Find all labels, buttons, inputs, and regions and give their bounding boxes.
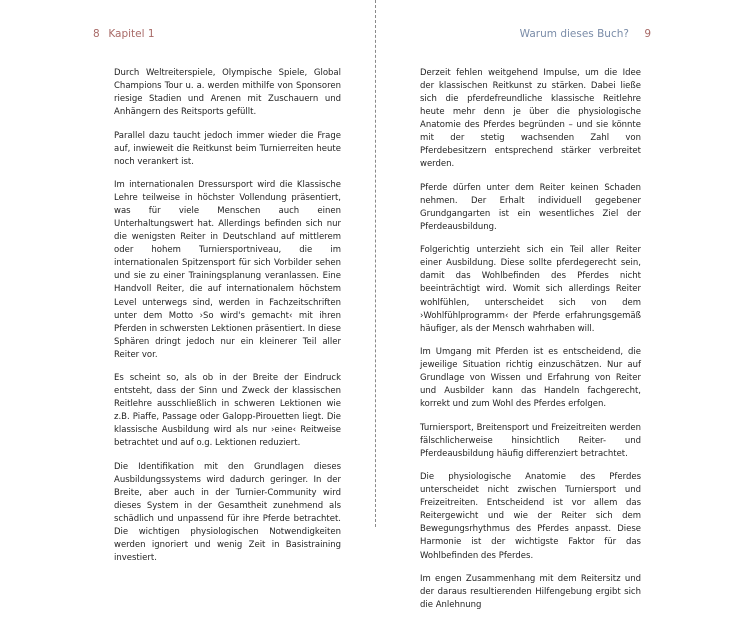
paragraph: Es scheint so, als ob in der Breite der Eindruck entsteht, dass der Sinn und Zweck der klassischen Reitlehre ausschließlich in schweren Lektionen wie z.B. Piaffe, Passage oder Galopp-Pirouetten liegt. Die klassische Ausbildung wird als nur ›eine‹ Reitweise betrachtet und auf o.g. Lektionen reduziert.	[114, 373, 341, 449]
paragraph: Im Umgang mit Pferden ist es entscheidend, die jeweilige Situation richtig einzuschätzen. Nur auf Grundlage von Wissen und Erfahrung von Reiter und Ausbilder kann das Handeln fachgerecht, korrekt und zum Wohl des Pferdes erfolgen.	[420, 347, 641, 410]
section-title: Warum dieses Buch?	[519, 28, 629, 40]
left-page	[0, 0, 375, 564]
paragraph: Folgerichtig unterzieht sich ein Teil aller Reiter einer Ausbildung. Diese sollte pferdegerecht sein, damit das Wohlbefinden des Pferdes nicht beeinträchtigt wird. Womit sich allerdings Reiter wohlfühlen, unterscheidet sich von dem ›Wohlfühlprogramm‹ der Pferde erfahrungsgemäß häufiger, als der Mensch wahrhaben will.	[420, 245, 641, 334]
left-text-column	[114, 67, 341, 576]
left-page-number: 8	[93, 28, 100, 40]
paragraph: Parallel dazu taucht jedoch immer wieder die Frage auf, inwieweit die Reitkunst beim Turnierreiten heute noch verankert ist.	[114, 130, 341, 167]
page-fold-divider	[375, 0, 376, 527]
paragraph: Im engen Zusammenhang mit dem Reitersitz und der daraus resultierenden Hilfengebung ergibt sich die Anlehnung	[420, 573, 641, 611]
right-text-column	[420, 67, 641, 622]
paragraph: Durch Weltreiterspiele, Olympische Spiele, Global Champions Tour u. a. werden mithilfe von Sponsoren riesige Stadien und Arenen mit Zuschauern und Anhängern des Reitsports gefüllt.	[114, 68, 341, 118]
right-page-number: 9	[644, 28, 651, 40]
paragraph: Derzeit fehlen weitgehend Impulse, um die Idee der klassischen Reitkunst zu stärken. Dabei ließe sich die pferdefreundliche klassische Reitlehre heute mehr denn je über die physiologische Anatomie des Pferdes begründen – und sie könnte mit der stetig wachsenden Zahl von Pferdebesitzern entsprechend stärker verbreitet werden.	[420, 68, 641, 170]
left-page-header	[93, 28, 155, 40]
right-page	[377, 0, 750, 611]
paragraph: Turniersport, Breitensport und Freizeitreiten werden fälschlicherweise hinsichtlich Reiter- und Pferdeausbildung häufig differenziert betrachtet.	[420, 422, 641, 459]
paragraph: Pferde dürfen unter dem Reiter keinen Schaden nehmen. Der Erhalt individuell gegebener Grundgangarten ist ein wesentliches Ziel der Pferdeausbildung.	[420, 182, 641, 232]
paragraph: Die physiologische Anatomie des Pferdes unterscheidet nicht zwischen Turniersport und Freizeitreiten. Entscheidend ist vor allem das Reitergewicht und wie der Reiter sich dem Bewegungsrhythmus des Pferdes anpasst. Diese Harmonie ist der wichtigste Faktor für das Wohlbefinden des Pferdes.	[420, 472, 641, 561]
right-page-header	[520, 28, 651, 40]
paragraph: Im internationalen Dressursport wird die Klassische Lehre teilweise in höchster Vollendung präsentiert, was für viele Menschen auch einen Unterhaltungswert hat. Allerdings befinden sich nur die wenigsten Reiter in Deutschland auf mittlerem oder hohem Turniersportniveau, die im internationalen Spitzensport für sich Vorbilder sehen und sie zu einer Trainingsplanung veranlassen. Eine Handvoll Reiter, die auf internationalem höchstem Level unterwegs sind, werden in Fachzeitschriften unter dem Motto ›So wird's gemacht‹ mit ihren Pferden in schwersten Lektionen präsentiert. In diese Sphären dringt jedoch nur ein kleinerer Teil aller Reiter vor.	[114, 180, 341, 360]
chapter-title: Kapitel 1	[108, 28, 155, 40]
paragraph: Die Identifikation mit den Grundlagen dieses Ausbildungssystems wird dadurch geringer. In der Breite, aber auch in der Turnier-Community wird dieses System in der Gesamtheit zunehmend als schädlich und unpassend für ihre Pferde betrachtet. Die wichtigen physiologischen Notwendigkeiten werden ignoriert und wenig Zeit in Basistraining investiert.	[114, 461, 341, 564]
